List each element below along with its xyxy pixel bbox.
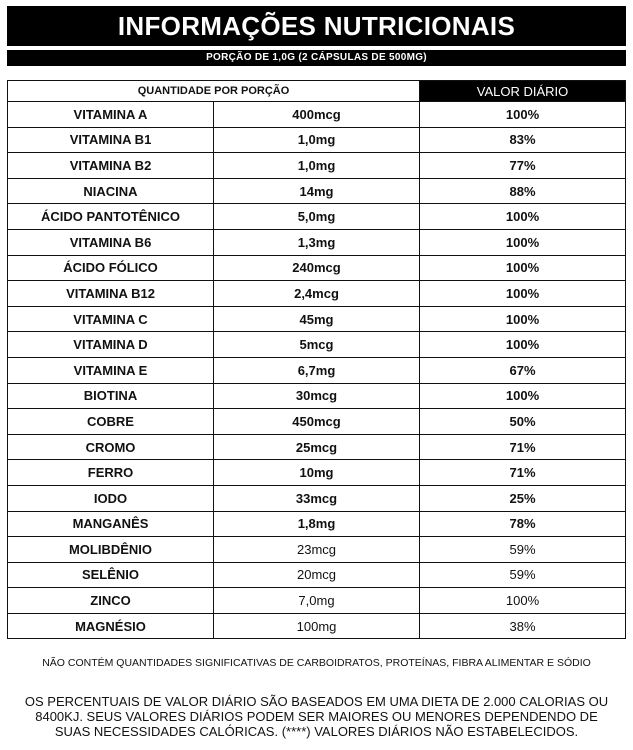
nutrient-daily-value: 78%: [420, 511, 626, 537]
table-row: [8, 357, 626, 383]
table-row: [8, 460, 626, 486]
nutrient-daily-value: 100%: [420, 102, 626, 128]
nutrient-daily-value: 88%: [420, 178, 626, 204]
nutrient-name: BIOTINA: [8, 383, 214, 409]
nutrient-name: COBRE: [8, 409, 214, 435]
nutrient-daily-value: 59%: [420, 537, 626, 563]
nutrient-amount: 1,3mg: [214, 229, 420, 255]
nutrient-amount: 30mcg: [214, 383, 420, 409]
nutrient-daily-value: 100%: [420, 281, 626, 307]
footer-line: 8400KJ. SEUS VALORES DIÁRIOS PODEM SER MAIORES OU MENORES DEPENDENDO DE: [35, 709, 598, 724]
nutrient-amount: 2,4mcg: [214, 281, 420, 307]
table-row: [8, 281, 626, 307]
table-body: [8, 102, 626, 639]
daily-value-header: VALOR DIÁRIO: [420, 81, 626, 102]
nutrient-amount: 7,0mg: [214, 588, 420, 614]
nutrition-title: INFORMAÇÕES NUTRICIONAIS: [7, 6, 626, 46]
nutrient-amount: 450mcg: [214, 409, 420, 435]
table-row: [8, 511, 626, 537]
nutrient-name: MAGNÉSIO: [8, 613, 214, 639]
nutrient-name: ÁCIDO FÓLICO: [8, 255, 214, 281]
nutrient-name: VITAMINA B6: [8, 229, 214, 255]
table-row: [8, 255, 626, 281]
nutrient-daily-value: 100%: [420, 332, 626, 358]
nutrient-daily-value: 71%: [420, 460, 626, 486]
nutrient-daily-value: 71%: [420, 434, 626, 460]
nutrient-daily-value: 100%: [420, 204, 626, 230]
table-row: [8, 127, 626, 153]
table-header-row: [8, 81, 626, 102]
footer-line: SUAS NECESSIDADES CALÓRICAS. (****) VALORES DIÁRIOS NÃO ESTABELECIDOS.: [54, 724, 579, 739]
nutrient-daily-value: 67%: [420, 357, 626, 383]
table-row: [8, 537, 626, 563]
nutrient-name: CROMO: [8, 434, 214, 460]
nutrient-daily-value: 50%: [420, 409, 626, 435]
nutrient-name: VITAMINA D: [8, 332, 214, 358]
table-row: [8, 204, 626, 230]
nutrient-name: ZINCO: [8, 588, 214, 614]
nutrient-name: VITAMINA B2: [8, 153, 214, 179]
nutrient-name: VITAMINA B1: [8, 127, 214, 153]
portion-info: PORÇÃO DE 1,0G (2 CÁPSULAS DE 500MG): [7, 50, 626, 66]
nutrient-name: SELÊNIO: [8, 562, 214, 588]
table-row: [8, 588, 626, 614]
nutrient-amount: 5mcg: [214, 332, 420, 358]
nutrient-amount: 5,0mg: [214, 204, 420, 230]
nutrient-name: VITAMINA A: [8, 102, 214, 128]
table-row: [8, 485, 626, 511]
nutrition-table: [7, 80, 626, 639]
footer-line: OS PERCENTUAIS DE VALOR DIÁRIO SÃO BASEADOS EM UMA DIETA DE 2.000 CALORIAS OU: [24, 694, 609, 709]
table-row: [8, 178, 626, 204]
nutrition-note: NÃO CONTÉM QUANTIDADES SIGNIFICATIVAS DE CARBOIDRATOS, PROTEÍNAS, FIBRA ALIMENTAR E SÓDIO: [42, 657, 591, 669]
table-row: [8, 562, 626, 588]
nutrient-name: VITAMINA B12: [8, 281, 214, 307]
nutrient-amount: 23mcg: [214, 537, 420, 563]
nutrient-name: NIACINA: [8, 178, 214, 204]
nutrient-name: IODO: [8, 485, 214, 511]
nutrient-daily-value: 100%: [420, 306, 626, 332]
nutrient-amount: 20mcg: [214, 562, 420, 588]
quantity-header: QUANTIDADE POR PORÇÃO: [8, 81, 420, 102]
table-row: [8, 229, 626, 255]
nutrient-daily-value: 59%: [420, 562, 626, 588]
nutrient-amount: 33mcg: [214, 485, 420, 511]
nutrient-name: FERRO: [8, 460, 214, 486]
nutrient-name: VITAMINA C: [8, 306, 214, 332]
nutrient-name: ÁCIDO PANTOTÊNICO: [8, 204, 214, 230]
nutrient-daily-value: 38%: [420, 613, 626, 639]
table-row: [8, 409, 626, 435]
table-row: [8, 153, 626, 179]
nutrient-amount: 100mg: [214, 613, 420, 639]
footer-text: [7, 694, 626, 739]
nutrient-daily-value: 100%: [420, 588, 626, 614]
nutrient-amount: 400mcg: [214, 102, 420, 128]
nutrient-daily-value: 77%: [420, 153, 626, 179]
table-row: [8, 102, 626, 128]
nutrient-amount: 45mg: [214, 306, 420, 332]
nutrient-amount: 1,8mg: [214, 511, 420, 537]
nutrient-amount: 14mg: [214, 178, 420, 204]
table-row: [8, 613, 626, 639]
table-row: [8, 383, 626, 409]
nutrient-amount: 25mcg: [214, 434, 420, 460]
nutrient-amount: 240mcg: [214, 255, 420, 281]
nutrient-name: MANGANÊS: [8, 511, 214, 537]
table-row: [8, 332, 626, 358]
nutrient-amount: 6,7mg: [214, 357, 420, 383]
table-row: [8, 306, 626, 332]
nutrient-name: VITAMINA E: [8, 357, 214, 383]
table-row: [8, 434, 626, 460]
nutrient-daily-value: 25%: [420, 485, 626, 511]
nutrient-amount: 10mg: [214, 460, 420, 486]
nutrient-amount: 1,0mg: [214, 153, 420, 179]
nutrient-daily-value: 100%: [420, 255, 626, 281]
nutrient-daily-value: 100%: [420, 383, 626, 409]
nutrient-amount: 1,0mg: [214, 127, 420, 153]
nutrient-daily-value: 100%: [420, 229, 626, 255]
nutrient-daily-value: 83%: [420, 127, 626, 153]
nutrient-name: MOLIBDÊNIO: [8, 537, 214, 563]
